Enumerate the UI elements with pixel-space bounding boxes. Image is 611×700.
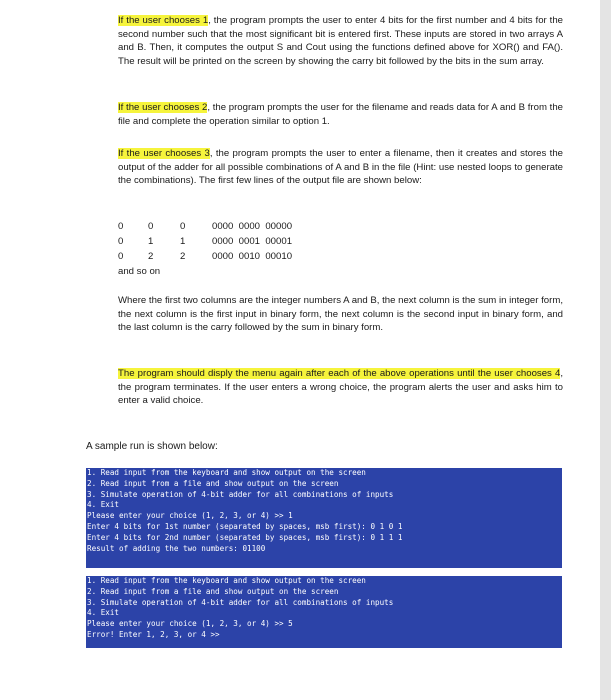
terminal-line: Please enter your choice (1, 2, 3, or 4) >> 1	[87, 511, 293, 521]
paragraph-option-1-text: , the program prompts the user to enter 4 bits for the first number and 4 bits for the second number such that the most significant bit is entered first. These inputs are stored in two arrays A and B. Then, it computes the output S and Cout using the functions defined above for XOR() and FA(). The result will be printed on the screen by showing the carry bit followed by the bits in the sum array.	[118, 15, 564, 67]
paragraph-menu-text: , the program terminates. If the user enters a wrong choice, the program alerts the user and asks him to enter a valid choice.	[118, 368, 563, 406]
terminal-line: 3. Simulate operation of 4-bit adder for all combinations of inputs	[87, 597, 394, 607]
table-cell-binary: 0000 0010 00010	[212, 251, 293, 262]
terminal-line: Error! Enter 1, 2, 3, or 4 >>	[87, 629, 220, 639]
sample-run-label: A sample run is shown below:	[86, 441, 218, 452]
highlight-menu: The program should disply the menu again after each of the above operations until the user chooses 4	[118, 368, 561, 379]
highlight-option-2: If the user chooses 2	[118, 102, 208, 113]
terminal-line: 1. Read input from the keyboard and show output on the screen	[87, 576, 366, 585]
highlight-option-3: If the user chooses 3	[118, 148, 210, 159]
table-cell-sum: 2	[180, 251, 186, 262]
terminal-line: 1. Read input from the keyboard and show output on the screen	[87, 468, 366, 477]
terminal-line: Please enter your choice (1, 2, 3, or 4) >> 5	[87, 619, 293, 629]
table-cell-a: 0	[118, 251, 124, 262]
table-cell-b: 1	[148, 236, 154, 247]
table-cell-binary: 0000 0000 00000	[212, 221, 293, 232]
table-cell-b: 2	[148, 251, 154, 262]
paragraph-option-1	[118, 14, 563, 68]
table-cell-b: 0	[148, 221, 154, 232]
paragraph-explanation: Where the first two columns are the integer numbers A and B, the next column is the sum in integer form, the next column is the first input in binary form, the next column is the second input in binary form, and the last column is the carry followed by the sum in binary form.	[118, 295, 563, 333]
paragraph-option-3-text: , the program prompts the user to enter a filename, then it creates and stores the output of the adder for all possible combinations of A and B in the file (Hint: use nested loops to generate the combinations). The first few lines of the output file are shown below:	[118, 148, 563, 186]
table-cell-a: 0	[118, 236, 124, 247]
terminal-line: Enter 4 bits for 2nd number (separated by spaces, msb first): 0 1 1 1	[87, 532, 403, 542]
terminal-output-1	[86, 468, 562, 568]
paragraph-menu	[118, 367, 563, 408]
table-cell-a: 0	[118, 221, 124, 232]
terminal-output-2	[86, 576, 562, 648]
highlight-option-1: If the user chooses 1	[118, 15, 209, 26]
table-cell-binary: 0000 0001 00001	[212, 236, 293, 247]
terminal-line: Enter 4 bits for 1st number (separated by spaces, msb first): 0 1 0 1	[87, 521, 403, 531]
page-edge	[600, 0, 611, 700]
terminal-line: 2. Read input from a file and show output on the screen	[87, 586, 339, 596]
paragraph-option-2	[118, 101, 563, 128]
terminal-line: 3. Simulate operation of 4-bit adder for all combinations of inputs	[87, 489, 394, 499]
terminal-line: 4. Exit	[87, 608, 120, 618]
terminal-line: 2. Read input from a file and show output on the screen	[87, 478, 339, 488]
paragraph-option-3	[118, 147, 563, 188]
table-cell-sum: 0	[180, 221, 186, 232]
terminal-line: Result of adding the two numbers: 01100	[87, 543, 266, 553]
table-tail: and so on	[118, 266, 161, 277]
table-cell-sum: 1	[180, 236, 186, 247]
paragraph-option-2-text: , the program prompts the user for the filename and reads data for A and B from the file and complete the operation similar to option 1.	[118, 102, 563, 127]
terminal-line: 4. Exit	[87, 500, 120, 510]
